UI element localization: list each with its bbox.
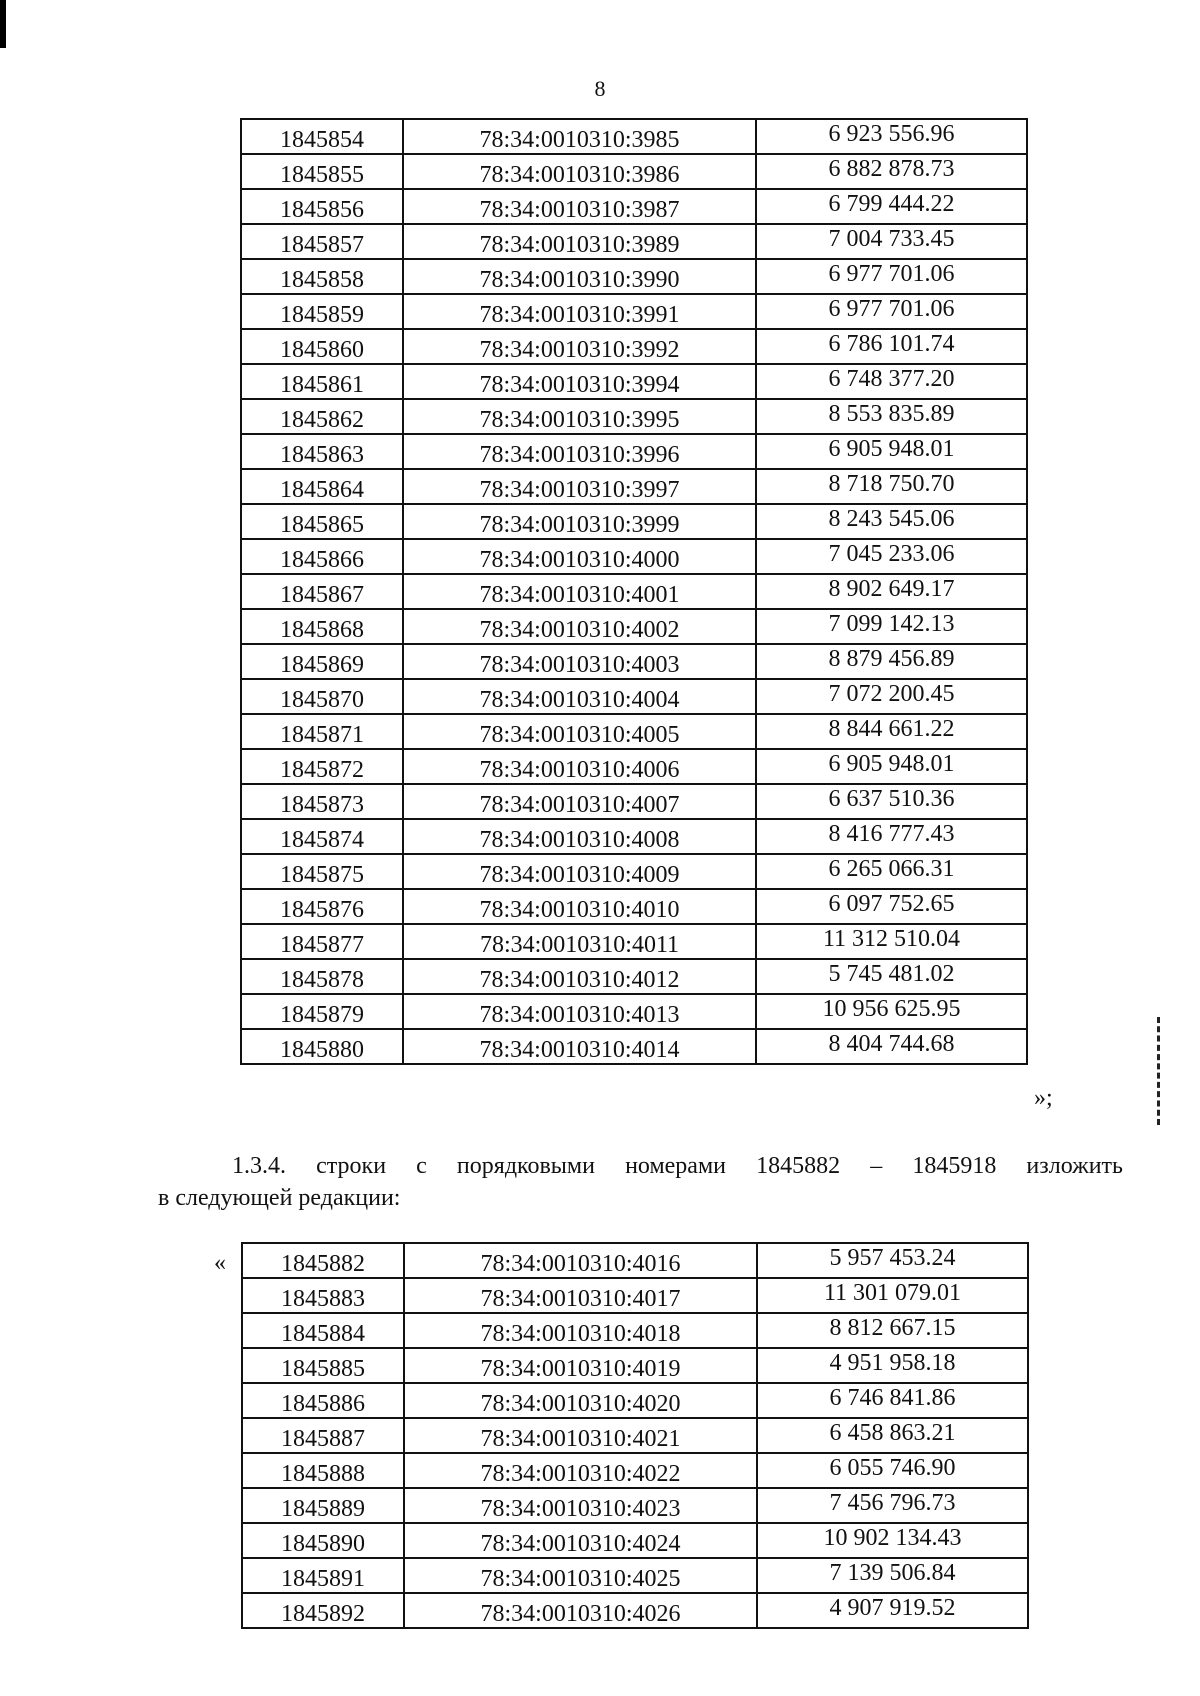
row-number-text: 1845884: [281, 1320, 365, 1347]
row-number-text: 1845869: [280, 651, 364, 678]
cadastral-number-text: 78:34:0010310:4019: [480, 1355, 681, 1382]
row-number-text: 1845887: [281, 1425, 365, 1452]
value-text: 6 637 510.36: [828, 785, 955, 812]
cadastral-number-cell: [404, 1348, 757, 1383]
value-text: 6 905 948.01: [828, 435, 955, 462]
value-text: 8 902 649.17: [828, 575, 955, 602]
table-row: [241, 924, 1027, 959]
table-row: [241, 119, 1027, 154]
table-row: [242, 1593, 1028, 1628]
value-cell: [756, 434, 1027, 469]
value-cell: [756, 329, 1027, 364]
table-row: [241, 329, 1027, 364]
value-text: 8 404 744.68: [828, 1030, 955, 1057]
row-number-cell: [241, 784, 403, 819]
value-text: 8 879 456.89: [828, 645, 955, 672]
value-text: 8 243 545.06: [828, 505, 955, 532]
row-number-cell: [242, 1593, 404, 1628]
row-number-text: 1845857: [280, 231, 364, 258]
cadastral-number-cell: [403, 924, 756, 959]
cadastral-number-cell: [403, 889, 756, 924]
value-cell: [757, 1278, 1028, 1313]
row-number-text: 1845883: [281, 1285, 365, 1312]
row-number-cell: [241, 749, 403, 784]
value-text: 6 055 746.90: [829, 1454, 956, 1481]
table-row: [241, 154, 1027, 189]
amendment-paragraph-line-2: в следующей редакции:: [158, 1185, 401, 1211]
value-cell: [757, 1488, 1028, 1523]
value-cell: [756, 224, 1027, 259]
row-number-cell: [241, 364, 403, 399]
value-cell: [756, 819, 1027, 854]
row-number-text: 1845854: [280, 126, 364, 153]
cadastral-number-text: 78:34:0010310:4017: [480, 1285, 681, 1312]
table-row: [241, 854, 1027, 889]
table-row: [242, 1278, 1028, 1313]
cadastral-number-text: 78:34:0010310:3985: [479, 126, 680, 153]
cadastral-number-text: 78:34:0010310:3991: [479, 301, 680, 328]
table-row: [241, 959, 1027, 994]
cadastral-number-cell: [403, 609, 756, 644]
row-number-cell: [241, 224, 403, 259]
table-row: [241, 644, 1027, 679]
value-text: 5 745 481.02: [828, 960, 955, 987]
value-cell: [756, 259, 1027, 294]
cadastral-number-text: 78:34:0010310:3999: [479, 511, 680, 538]
table-row: [241, 819, 1027, 854]
table-row: [241, 609, 1027, 644]
value-text: 8 812 667.15: [829, 1314, 956, 1341]
row-number-text: 1845891: [281, 1565, 365, 1592]
row-number-cell: [241, 154, 403, 189]
row-number-text: 1845888: [281, 1460, 365, 1487]
cadastral-number-cell: [403, 119, 756, 154]
cadastral-number-cell: [403, 189, 756, 224]
row-number-text: 1845879: [280, 1001, 364, 1028]
cadastral-number-text: 78:34:0010310:3994: [479, 371, 680, 398]
row-number-text: 1845871: [280, 721, 364, 748]
row-number-text: 1845890: [281, 1530, 365, 1557]
row-number-cell: [242, 1488, 404, 1523]
value-text: 5 957 453.24: [829, 1244, 956, 1271]
cadastral-number-cell: [403, 504, 756, 539]
value-text: 6 746 841.86: [829, 1384, 956, 1411]
cadastral-number-text: 78:34:0010310:4006: [479, 756, 680, 783]
row-number-text: 1845876: [280, 896, 364, 923]
cadastral-number-cell: [403, 994, 756, 1029]
value-text: 7 456 796.73: [829, 1489, 956, 1516]
row-number-cell: [242, 1243, 404, 1278]
cadastral-number-text: 78:34:0010310:4025: [480, 1565, 681, 1592]
value-cell: [757, 1523, 1028, 1558]
cadastral-number-cell: [403, 434, 756, 469]
table-row: [241, 539, 1027, 574]
row-number-text: 1845860: [280, 336, 364, 363]
value-cell: [757, 1453, 1028, 1488]
table-row: [241, 224, 1027, 259]
cadastral-number-text: 78:34:0010310:4023: [480, 1495, 681, 1522]
value-text: 6 097 752.65: [828, 890, 955, 917]
row-number-text: 1845873: [280, 791, 364, 818]
value-text: 6 265 066.31: [828, 855, 955, 882]
row-number-cell: [241, 714, 403, 749]
cadastral-number-cell: [404, 1593, 757, 1628]
cadastral-number-cell: [403, 329, 756, 364]
row-number-cell: [242, 1383, 404, 1418]
value-cell: [756, 749, 1027, 784]
table-row: [242, 1383, 1028, 1418]
cadastral-number-text: 78:34:0010310:4010: [479, 896, 680, 923]
cadastral-number-text: 78:34:0010310:4000: [479, 546, 680, 573]
value-text: 7 045 233.06: [828, 540, 955, 567]
value-cell: [757, 1558, 1028, 1593]
table-row: [242, 1523, 1028, 1558]
cadastral-number-cell: [403, 574, 756, 609]
value-cell: [756, 539, 1027, 574]
cadastral-number-cell: [403, 364, 756, 399]
row-number-text: 1845875: [280, 861, 364, 888]
cadastral-number-cell: [403, 749, 756, 784]
cadastral-number-cell: [404, 1488, 757, 1523]
value-cell: [757, 1418, 1028, 1453]
cadastral-number-cell: [404, 1278, 757, 1313]
row-number-text: 1845864: [280, 476, 364, 503]
cadastral-number-text: 78:34:0010310:4005: [479, 721, 680, 748]
opening-quote: «: [214, 1250, 226, 1276]
cadastral-number-text: 78:34:0010310:4001: [479, 581, 680, 608]
value-text: 6 748 377.20: [828, 365, 955, 392]
table-row: [241, 364, 1027, 399]
cadastral-number-cell: [404, 1453, 757, 1488]
cadastral-number-cell: [404, 1383, 757, 1418]
value-text: 6 923 556.96: [828, 120, 955, 147]
value-cell: [756, 994, 1027, 1029]
table-row: [242, 1418, 1028, 1453]
row-number-cell: [242, 1278, 404, 1313]
table-row: [241, 784, 1027, 819]
row-number-text: 1845855: [280, 161, 364, 188]
row-number-cell: [241, 889, 403, 924]
row-number-cell: [242, 1313, 404, 1348]
table-row: [241, 259, 1027, 294]
cadastral-number-text: 78:34:0010310:4022: [480, 1460, 681, 1487]
table-row: [242, 1488, 1028, 1523]
table-row: [242, 1348, 1028, 1383]
row-number-cell: [241, 329, 403, 364]
row-number-text: 1845889: [281, 1495, 365, 1522]
row-number-text: 1845885: [281, 1355, 365, 1382]
row-number-cell: [241, 924, 403, 959]
row-number-cell: [241, 1029, 403, 1064]
row-number-cell: [242, 1348, 404, 1383]
cadastral-number-cell: [403, 469, 756, 504]
row-number-text: 1845874: [280, 826, 364, 853]
cadastral-table-2-body: [242, 1243, 1028, 1628]
row-number-text: 1845867: [280, 581, 364, 608]
cadastral-number-text: 78:34:0010310:4014: [479, 1036, 680, 1063]
cadastral-number-cell: [403, 154, 756, 189]
table-row: [241, 189, 1027, 224]
row-number-cell: [241, 609, 403, 644]
cadastral-number-text: 78:34:0010310:4026: [480, 1600, 681, 1627]
row-number-cell: [241, 994, 403, 1029]
value-text: 6 905 948.01: [828, 750, 955, 777]
value-cell: [756, 924, 1027, 959]
value-text: 11 312 510.04: [822, 925, 961, 952]
row-number-cell: [241, 434, 403, 469]
row-number-cell: [241, 259, 403, 294]
row-number-text: 1845870: [280, 686, 364, 713]
cadastral-number-text: 78:34:0010310:4021: [480, 1425, 681, 1452]
row-number-text: 1845877: [280, 931, 364, 958]
value-cell: [757, 1243, 1028, 1278]
page-number: 8: [594, 76, 606, 101]
row-number-cell: [241, 294, 403, 329]
table-row: [241, 399, 1027, 434]
table-row: [241, 714, 1027, 749]
row-number-text: 1845872: [280, 756, 364, 783]
row-number-text: 1845856: [280, 196, 364, 223]
value-text: 10 902 134.43: [823, 1524, 962, 1551]
value-text: 6 882 878.73: [828, 155, 955, 182]
table-row: [242, 1243, 1028, 1278]
cadastral-number-text: 78:34:0010310:3995: [479, 406, 680, 433]
value-cell: [756, 469, 1027, 504]
cadastral-number-text: 78:34:0010310:4018: [480, 1320, 681, 1347]
cadastral-number-text: 78:34:0010310:4009: [479, 861, 680, 888]
value-cell: [756, 644, 1027, 679]
cadastral-number-cell: [403, 819, 756, 854]
row-number-text: 1845892: [281, 1600, 365, 1627]
row-number-text: 1845880: [280, 1036, 364, 1063]
cadastral-number-cell: [403, 679, 756, 714]
cadastral-table-2: [241, 1242, 1029, 1629]
row-number-cell: [241, 539, 403, 574]
row-number-text: 1845862: [280, 406, 364, 433]
cadastral-number-text: 78:34:0010310:3989: [479, 231, 680, 258]
row-number-text: 1845866: [280, 546, 364, 573]
cadastral-number-text: 78:34:0010310:3997: [479, 476, 680, 503]
value-cell: [756, 294, 1027, 329]
value-cell: [756, 784, 1027, 819]
value-cell: [756, 959, 1027, 994]
row-number-cell: [241, 189, 403, 224]
cadastral-number-text: 78:34:0010310:4016: [480, 1250, 681, 1277]
value-cell: [756, 889, 1027, 924]
cadastral-number-cell: [403, 714, 756, 749]
cadastral-number-cell: [404, 1313, 757, 1348]
table-row: [241, 574, 1027, 609]
value-cell: [756, 714, 1027, 749]
scan-edge-mark: [0, 0, 6, 48]
cadastral-number-cell: [403, 539, 756, 574]
cadastral-number-text: 78:34:0010310:4003: [479, 651, 680, 678]
row-number-cell: [241, 574, 403, 609]
value-cell: [757, 1593, 1028, 1628]
value-cell: [757, 1313, 1028, 1348]
amendment-paragraph: [158, 1150, 1123, 1214]
value-text: 6 458 863.21: [829, 1419, 956, 1446]
cadastral-number-text: 78:34:0010310:3987: [479, 196, 680, 223]
cadastral-number-cell: [404, 1523, 757, 1558]
value-text: 6 786 101.74: [828, 330, 955, 357]
row-number-cell: [241, 854, 403, 889]
value-cell: [756, 399, 1027, 434]
cadastral-number-cell: [404, 1558, 757, 1593]
row-number-text: 1845882: [281, 1250, 365, 1277]
cadastral-number-cell: [403, 259, 756, 294]
table-row: [242, 1558, 1028, 1593]
cadastral-number-cell: [404, 1418, 757, 1453]
value-text: 7 004 733.45: [828, 225, 955, 252]
row-number-cell: [241, 959, 403, 994]
amendment-paragraph-line-1: 1.3.4. строки с порядковыми номерами 1845882 – 1845918 изложить: [232, 1153, 1123, 1179]
cadastral-number-text: 78:34:0010310:4024: [480, 1530, 681, 1557]
table-row: [241, 994, 1027, 1029]
row-number-text: 1845878: [280, 966, 364, 993]
table-row: [241, 294, 1027, 329]
cadastral-number-text: 78:34:0010310:3992: [479, 336, 680, 363]
row-number-text: 1845863: [280, 441, 364, 468]
cadastral-number-text: 78:34:0010310:4002: [479, 616, 680, 643]
value-text: 7 139 506.84: [829, 1559, 956, 1586]
cadastral-number-cell: [403, 644, 756, 679]
value-text: 6 799 444.22: [828, 190, 955, 217]
scan-edge-mark-right: [1157, 1017, 1164, 1125]
row-number-text: 1845865: [280, 511, 364, 538]
cadastral-number-text: 78:34:0010310:4004: [479, 686, 680, 713]
cadastral-number-cell: [403, 959, 756, 994]
value-text: 7 072 200.45: [828, 680, 955, 707]
closing-quote: »;: [1034, 1085, 1053, 1111]
row-number-cell: [242, 1558, 404, 1593]
value-cell: [756, 504, 1027, 539]
row-number-cell: [242, 1418, 404, 1453]
table-row: [242, 1313, 1028, 1348]
table-row: [241, 1029, 1027, 1064]
value-text: 6 977 701.06: [828, 295, 955, 322]
value-text: 11 301 079.01: [823, 1279, 962, 1306]
row-number-cell: [241, 679, 403, 714]
value-cell: [756, 364, 1027, 399]
value-text: 8 416 777.43: [828, 820, 955, 847]
cadastral-number-text: 78:34:0010310:3986: [479, 161, 680, 188]
value-cell: [756, 1029, 1027, 1064]
cadastral-table-1-body: [241, 119, 1027, 1064]
value-cell: [756, 119, 1027, 154]
value-cell: [756, 189, 1027, 224]
row-number-cell: [241, 399, 403, 434]
value-text: 8 553 835.89: [828, 400, 955, 427]
row-number-text: 1845861: [280, 371, 364, 398]
table-row: [241, 469, 1027, 504]
value-cell: [756, 854, 1027, 889]
row-number-cell: [241, 819, 403, 854]
row-number-text: 1845859: [280, 301, 364, 328]
value-cell: [757, 1383, 1028, 1418]
value-cell: [756, 679, 1027, 714]
cadastral-number-text: 78:34:0010310:4011: [479, 931, 680, 958]
row-number-cell: [242, 1523, 404, 1558]
cadastral-number-text: 78:34:0010310:3990: [479, 266, 680, 293]
row-number-cell: [241, 644, 403, 679]
table-row: [241, 889, 1027, 924]
cadastral-number-cell: [403, 224, 756, 259]
row-number-cell: [241, 119, 403, 154]
cadastral-number-cell: [404, 1243, 757, 1278]
cadastral-number-cell: [403, 854, 756, 889]
cadastral-number-text: 78:34:0010310:4007: [479, 791, 680, 818]
cadastral-number-cell: [403, 1029, 756, 1064]
table-row: [241, 504, 1027, 539]
table-row: [241, 434, 1027, 469]
value-text: 4 951 958.18: [829, 1349, 956, 1376]
value-text: 8 718 750.70: [828, 470, 955, 497]
value-text: 4 907 919.52: [829, 1594, 956, 1621]
table-row: [242, 1453, 1028, 1488]
cadastral-number-cell: [403, 294, 756, 329]
value-cell: [756, 609, 1027, 644]
cadastral-number-cell: [403, 784, 756, 819]
table-row: [241, 749, 1027, 784]
value-text: 10 956 625.95: [822, 995, 961, 1022]
value-cell: [756, 574, 1027, 609]
cadastral-number-text: 78:34:0010310:4012: [479, 966, 680, 993]
cadastral-number-cell: [403, 399, 756, 434]
value-text: 7 099 142.13: [828, 610, 955, 637]
value-cell: [757, 1348, 1028, 1383]
cadastral-number-text: 78:34:0010310:4020: [480, 1390, 681, 1417]
cadastral-number-text: 78:34:0010310:4008: [479, 826, 680, 853]
row-number-text: 1845858: [280, 266, 364, 293]
row-number-cell: [241, 469, 403, 504]
value-cell: [756, 154, 1027, 189]
table-row: [241, 679, 1027, 714]
cadastral-table-1: [240, 118, 1028, 1065]
row-number-text: 1845868: [280, 616, 364, 643]
cadastral-number-text: 78:34:0010310:3996: [479, 441, 680, 468]
row-number-cell: [242, 1453, 404, 1488]
row-number-text: 1845886: [281, 1390, 365, 1417]
cadastral-number-text: 78:34:0010310:4013: [479, 1001, 680, 1028]
row-number-cell: [241, 504, 403, 539]
value-text: 8 844 661.22: [828, 715, 955, 742]
value-text: 6 977 701.06: [828, 260, 955, 287]
